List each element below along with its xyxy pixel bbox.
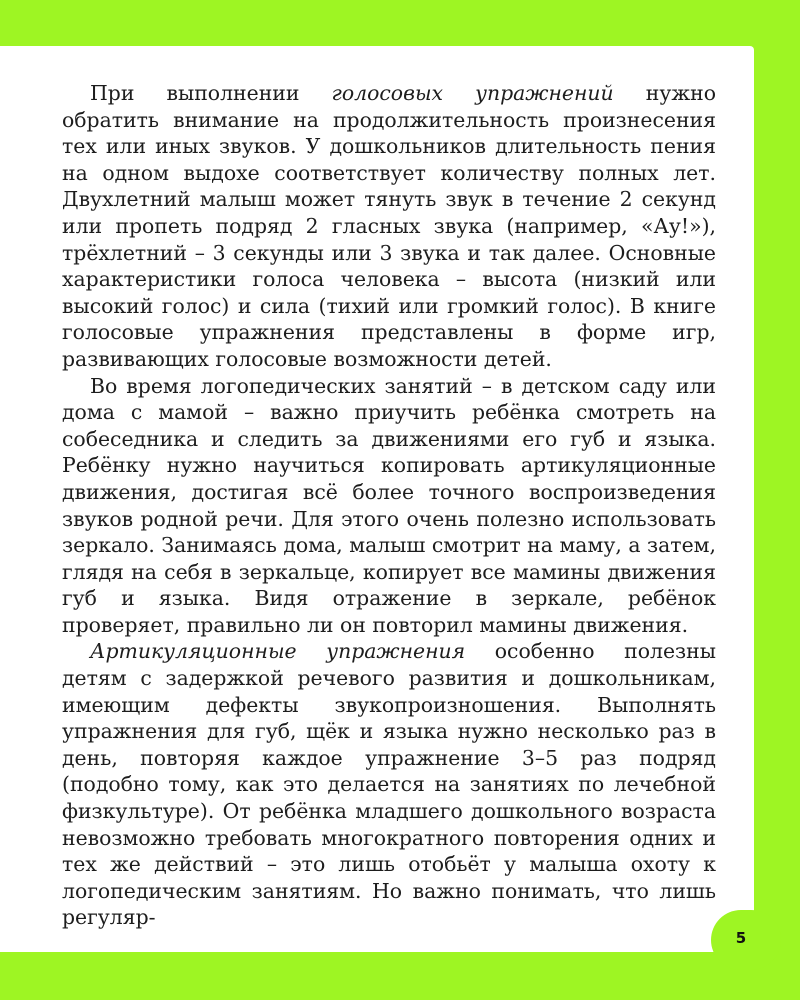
body-text (62, 80, 716, 931)
page-number: 5 (735, 929, 747, 947)
paragraph-voice-exercises (62, 80, 716, 373)
page-sheet (0, 46, 754, 952)
paragraph-1-rest: нужно обратить внимание на продолжительность произнесения тех или иных звуков. У дошкольников длительность пения на одном выдохе соответствует количеству полных лет. Двухлетний малыш может тянуть звук в течение 2 секунд или пропеть подряд 2 гласных звука (например, «Ау!»), трёхлетний – 3 секунды или 3 звука и так далее. Основные характеристики голоса человека – высота (низкий или высокий голос) и сила (тихий или громкий голос). В книге голосовые упражнения представлены в форме игр, развивающих голосовые возможности детей. (62, 81, 716, 371)
term-articulation-exercises: Артикуляционные упражнения (90, 639, 466, 664)
term-voice-exercises: голосовых упражнений (331, 81, 614, 105)
paragraph-1-start: При выполнении (90, 81, 332, 105)
paragraph-articulation (62, 638, 716, 931)
paragraph-speech-lessons: Во время логопедических занятий – в детском саду или дома с мамой – важно приучить ребёнка смотреть на собеседника и следить за движениями его губ и языка. Ребёнку нужно научиться копировать артикуляционные движения, достигая всё более точного воспроизведения звуков родной речи. Для этого очень полезно использовать зеркало. Занимаясь дома, малыш смотрит на маму, а затем, глядя на себя в зеркальце, копирует все мамины движения губ и языка. Видя отражение в зеркале, ребёнок проверяет, правильно ли он повторил мамины движения. (62, 373, 716, 637)
paragraph-3-rest: особенно полезны детям с задержкой речевого развития и дошкольникам, имеющим дефекты звукопроизношения. Выполнять упражнения для губ, щёк и языка нужно несколько раз в день, повторяя каждое упражнение 3–5 раз подряд (подобно тому, как это делается на занятиях по лечебной физкультуре). От ребёнка младшего дошкольного возраста невозможно требовать многократного повторения одних и тех же действий – это лишь отобьёт у малыша охоту к логопедическим занятиям. Но важно понимать, что лишь регуляр- (62, 639, 716, 930)
